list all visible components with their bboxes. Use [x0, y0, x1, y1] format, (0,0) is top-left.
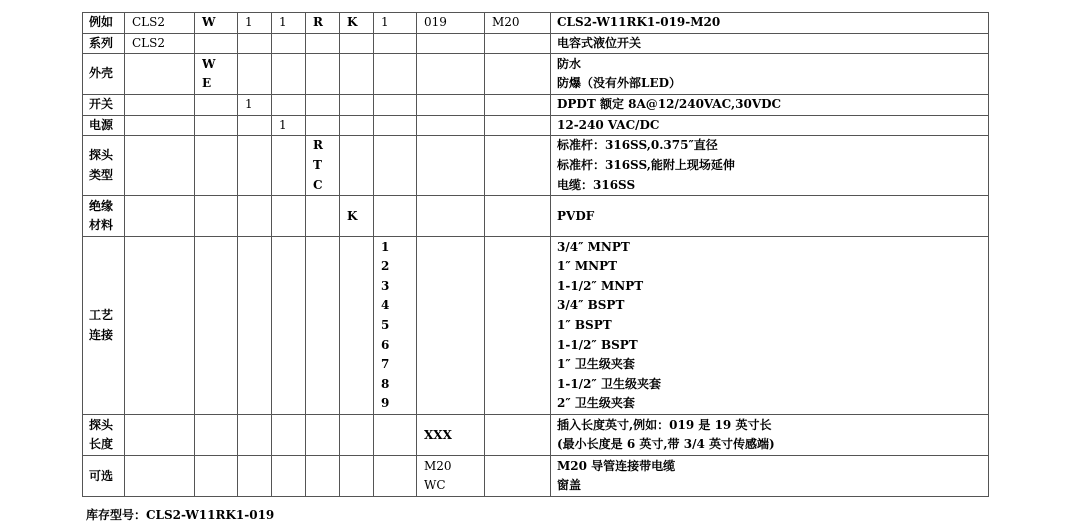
- series-code: CLS2: [125, 33, 195, 54]
- optional-row: [83, 456, 989, 497]
- optional-desc: 窗盖: [557, 478, 582, 493]
- probe-type-desc: 标准杆：316SS,0.375″直径: [557, 138, 718, 153]
- process-connection-codes: [374, 237, 417, 415]
- probe-type-desc: 标准杆：316SS,能附上现场延伸: [557, 158, 735, 173]
- power-code: 1: [272, 115, 306, 136]
- probe-length-code: XXX: [417, 415, 485, 456]
- example-power-code: 1: [272, 13, 306, 34]
- probe-type-label: [83, 136, 125, 196]
- process-connection-code: 6: [381, 337, 390, 352]
- probe-length-label: [83, 415, 125, 456]
- probe-length-label-line: 长度: [89, 437, 114, 452]
- example-housing-code: W: [195, 13, 238, 34]
- process-connection-row: [83, 237, 989, 415]
- housing-label: 外壳: [83, 54, 125, 95]
- optional-label: 可选: [83, 456, 125, 497]
- process-connection-desc: 1″ 卫生级夹套: [557, 357, 635, 372]
- probe-type-code: T: [313, 158, 322, 173]
- process-connection-code: 7: [381, 357, 390, 372]
- probe-type-desc: 电缆：316SS: [557, 177, 636, 192]
- probe-type-row: [83, 136, 989, 196]
- probe-length-label-line: 探头: [89, 417, 114, 432]
- housing-row: [83, 54, 989, 95]
- optional-code: WC: [424, 478, 446, 493]
- process-connection-code: 8: [381, 376, 390, 391]
- example-full-model: CLS2-W11RK1-019-M20: [551, 13, 989, 34]
- example-model-code: CLS2: [125, 13, 195, 34]
- housing-desc: 防水: [557, 56, 582, 71]
- optional-descs: [551, 456, 989, 497]
- example-length-code: 019: [417, 13, 485, 34]
- optional-codes: [417, 456, 485, 497]
- switch-desc: DPDT 额定 8A@12/240VAC,30VDC: [551, 95, 989, 116]
- probe-type-code: R: [313, 138, 323, 153]
- probe-type-codes: [306, 136, 340, 196]
- process-connection-code: 3: [381, 278, 390, 293]
- process-connection-desc: 1-1/2″ 卫生级夹套: [557, 376, 661, 391]
- power-desc: 12-240 VAC/DC: [551, 115, 989, 136]
- process-connection-code: 4: [381, 298, 390, 313]
- example-label: 例如: [83, 13, 125, 34]
- process-connection-desc: 1-1/2″ BSPT: [557, 337, 638, 352]
- example-switch-code: 1: [238, 13, 272, 34]
- process-connection-code: 5: [381, 318, 390, 333]
- series-row: [83, 33, 989, 54]
- power-row: [83, 115, 989, 136]
- insulation-desc: PVDF: [551, 196, 989, 237]
- example-insulation-code: K: [340, 13, 374, 34]
- process-connection-desc: 1-1/2″ MNPT: [557, 278, 644, 293]
- probe-length-row: [83, 415, 989, 456]
- insulation-label-line: 材料: [89, 218, 114, 233]
- example-connection-code: 1: [374, 13, 417, 34]
- optional-desc: M20 导管连接带电缆: [557, 458, 676, 473]
- insulation-code: K: [340, 196, 374, 237]
- series-desc: 电容式液位开关: [551, 33, 989, 54]
- process-connection-desc: 3/4″ MNPT: [557, 239, 630, 254]
- process-connection-descs: [551, 237, 989, 415]
- probe-type-label-line: 探头: [89, 148, 114, 163]
- housing-code: E: [202, 76, 212, 91]
- switch-row: [83, 95, 989, 116]
- insulation-label: [83, 196, 125, 237]
- example-option-code: M20: [485, 13, 551, 34]
- housing-desc: 防爆（没有外部LED）: [557, 76, 681, 91]
- housing-codes: [195, 54, 238, 95]
- process-connection-code: 1: [381, 239, 390, 254]
- switch-code: 1: [238, 95, 272, 116]
- process-connection-code: 9: [381, 396, 390, 411]
- process-connection-code: 2: [381, 259, 390, 274]
- process-connection-desc: 3/4″ BSPT: [557, 298, 625, 313]
- process-connection-desc: 1″ BSPT: [557, 318, 612, 333]
- model-code-table: [82, 12, 989, 497]
- process-connection-desc: 2″ 卫生级夹套: [557, 396, 635, 411]
- process-connection-label: [83, 237, 125, 415]
- stock-model-note: 库存型号：CLS2-W11RK1-019: [86, 508, 275, 522]
- probe-type-code: C: [313, 177, 323, 192]
- process-connection-desc: 1″ MNPT: [557, 259, 618, 274]
- series-label: 系列: [83, 33, 125, 54]
- example-probe-code: R: [306, 13, 340, 34]
- housing-code: W: [202, 56, 216, 71]
- probe-type-descs: [551, 136, 989, 196]
- example-row: [83, 13, 989, 34]
- housing-descs: [551, 54, 989, 95]
- insulation-row: [83, 196, 989, 237]
- probe-length-descs: [551, 415, 989, 456]
- power-label: 电源: [83, 115, 125, 136]
- probe-length-desc: (最小长度是 6 英寸,带 3/4 英寸传感端): [557, 437, 775, 452]
- probe-type-label-line: 类型: [89, 167, 114, 182]
- process-connection-label-line: 连接: [89, 327, 114, 342]
- process-connection-label-line: 工艺: [89, 308, 114, 323]
- optional-code: M20: [424, 458, 452, 473]
- switch-label: 开关: [83, 95, 125, 116]
- insulation-label-line: 绝缘: [89, 198, 114, 213]
- probe-length-desc: 插入长度英寸,例如：019 是 19 英寸长: [557, 417, 772, 432]
